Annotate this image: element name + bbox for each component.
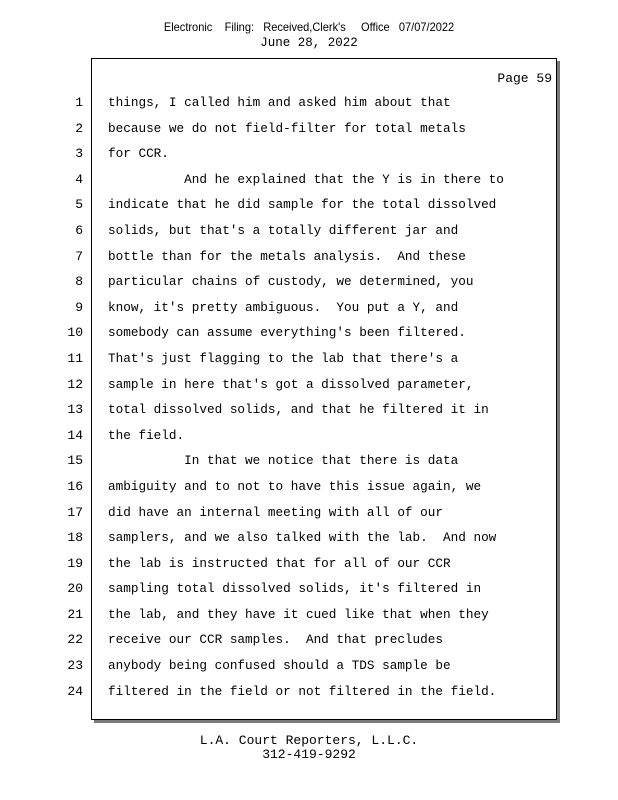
- line-number: 10: [67, 325, 83, 341]
- transcript-line: [0, 479, 618, 505]
- line-number: 5: [75, 197, 83, 213]
- line-number: 21: [67, 606, 83, 622]
- transcript-line: [0, 146, 618, 172]
- transcript-lines: [0, 95, 618, 709]
- line-number: 13: [67, 402, 83, 418]
- line-number: 20: [67, 581, 83, 597]
- line-number: 18: [67, 530, 83, 546]
- line-number: 8: [75, 274, 83, 290]
- line-number: 11: [67, 350, 83, 366]
- transcript-line: [0, 121, 618, 147]
- line-text: things, I called him and asked him about that: [108, 95, 451, 110]
- line-number: 3: [75, 146, 83, 162]
- line-number: 2: [75, 120, 83, 136]
- line-text: sample in here that's got a dissolved parameter,: [108, 376, 474, 392]
- transcript-line: [0, 249, 618, 275]
- line-number: 23: [67, 658, 83, 674]
- transcript-line: [0, 684, 618, 710]
- line-number: 22: [67, 632, 83, 648]
- line-text: solids, but that's a totally different jar and: [108, 222, 459, 238]
- line-number: 1: [75, 95, 83, 110]
- line-text: In that we notice that there is data: [108, 453, 459, 469]
- transcript-line: [0, 351, 618, 377]
- line-text: sampling total dissolved solids, it's filtered in: [108, 581, 482, 597]
- line-text: the lab is instructed that for all of our CCR: [108, 555, 451, 571]
- transcript-date: June 28, 2022: [260, 36, 358, 50]
- transcript-line: [0, 505, 618, 531]
- line-text: And he explained that the Y is in there to: [108, 171, 504, 187]
- line-number: 14: [67, 427, 83, 443]
- line-text: know, it's pretty ambiguous. You put a Y, and: [108, 299, 459, 315]
- line-number: 6: [75, 222, 83, 238]
- transcript-line: [0, 402, 618, 428]
- transcript-line: [0, 607, 618, 633]
- transcript-line: [0, 581, 618, 607]
- line-text: filtered in the field or not filtered in the field.: [108, 683, 497, 699]
- transcript-line: [0, 632, 618, 658]
- transcript-line: [0, 453, 618, 479]
- line-text: did have an internal meeting with all of our: [108, 504, 444, 520]
- transcript-line: [0, 377, 618, 403]
- line-text: particular chains of custody, we determined, you: [108, 274, 474, 290]
- transcript-line: [0, 223, 618, 249]
- line-text: the lab, and they have it cued like that when they: [108, 606, 489, 622]
- line-text: anybody being confused should a TDS sample be: [108, 658, 451, 674]
- line-number: 15: [67, 453, 83, 469]
- transcript-line: [0, 274, 618, 300]
- transcript-line: [0, 428, 618, 454]
- line-number: 19: [67, 555, 83, 571]
- transcript-line: [0, 556, 618, 582]
- line-text: ambiguity and to not to have this issue again, we: [108, 478, 482, 494]
- transcript-line: [0, 300, 618, 326]
- line-number: 16: [67, 478, 83, 494]
- line-text: the field.: [108, 427, 185, 443]
- transcript-line: [0, 325, 618, 351]
- transcript-line: [0, 95, 618, 121]
- footer: [0, 734, 618, 762]
- page-number: Page 59: [497, 71, 552, 86]
- reporter-phone: 312-419-9292: [262, 747, 356, 762]
- line-text: for CCR.: [108, 146, 169, 162]
- line-number: 7: [75, 248, 83, 264]
- line-text: indicate that he did sample for the total dissolved: [108, 197, 497, 213]
- line-number: 12: [67, 376, 83, 392]
- line-text: because we do not field-filter for total metals: [108, 120, 466, 136]
- line-number: 24: [67, 683, 83, 699]
- line-number: 4: [75, 171, 83, 187]
- line-text: bottle than for the metals analysis. And these: [108, 248, 466, 264]
- line-text: total dissolved solids, and that he filtered it in: [108, 402, 489, 418]
- transcript-line: [0, 530, 618, 556]
- transcript-line: [0, 197, 618, 223]
- line-text: somebody can assume everything's been filtered.: [108, 325, 466, 341]
- transcript-line: [0, 172, 618, 198]
- filing-stamp: Electronic Filing: Received,Clerk's Office 07/07/2022: [163, 20, 455, 34]
- line-number: 9: [75, 299, 83, 315]
- line-text: receive our CCR samples. And that precludes: [108, 632, 444, 648]
- line-text: samplers, and we also talked with the lab. And now: [108, 530, 497, 546]
- line-text: That's just flagging to the lab that there's a: [108, 350, 459, 366]
- transcript-line: [0, 658, 618, 684]
- reporter-company: L.A. Court Reporters, L.L.C.: [199, 733, 419, 748]
- line-number: 17: [67, 504, 83, 520]
